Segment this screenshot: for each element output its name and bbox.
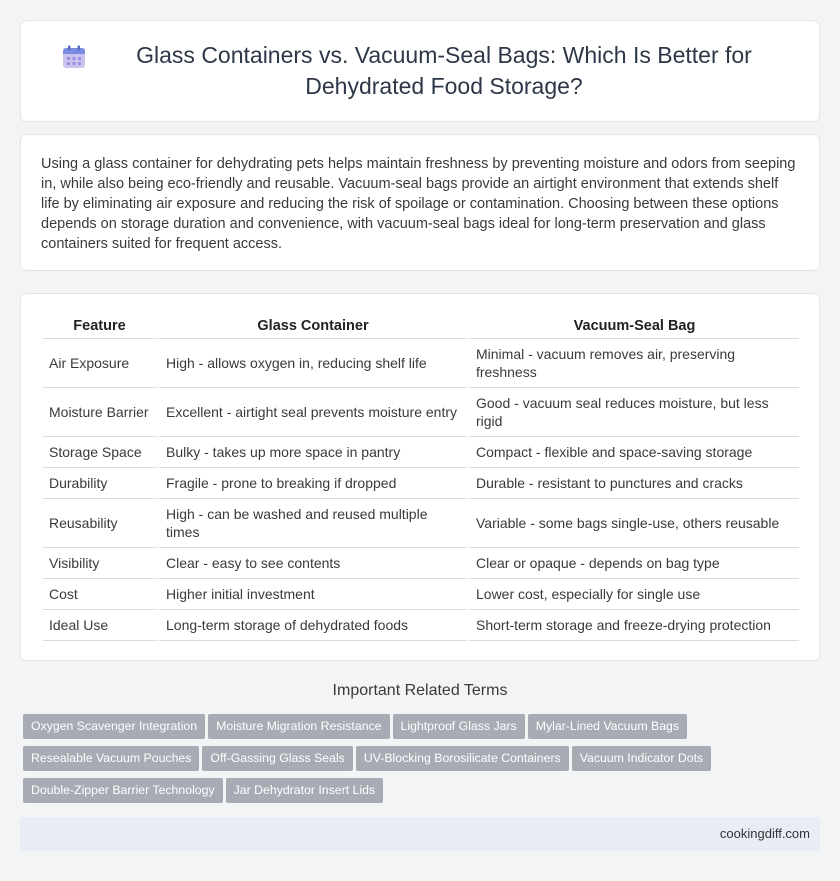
related-terms-title: Important Related Terms	[332, 682, 508, 699]
related-term-tag[interactable]: Mylar-Lined Vacuum Bags	[528, 714, 687, 739]
glass-cell: Fragile - prone to breaking if dropped	[156, 468, 466, 499]
feature-cell: Air Exposure	[43, 339, 156, 388]
glass-cell: Higher initial investment	[156, 579, 466, 610]
vacuum-cell: Good - vacuum seal reduces moisture, but less rigid	[466, 388, 799, 437]
glass-cell: Long-term storage of dehydrated foods	[156, 610, 466, 641]
calendar-icon	[61, 44, 87, 70]
related-term-tag[interactable]: Lightproof Glass Jars	[393, 714, 525, 739]
vacuum-cell: Compact - flexible and space-saving storage	[466, 437, 799, 468]
footer-site-link[interactable]: cookingdiff.com	[719, 826, 810, 841]
table-row	[43, 437, 799, 468]
glass-cell: Bulky - takes up more space in pantry	[156, 437, 466, 468]
comparison-card	[20, 293, 820, 661]
feature-cell: Cost	[43, 579, 156, 610]
table-row	[43, 468, 799, 499]
related-term-tag[interactable]: Off-Gassing Glass Seals	[202, 746, 352, 771]
table-header-row	[43, 314, 799, 339]
related-term-tag[interactable]: Moisture Migration Resistance	[208, 714, 389, 739]
header-feature: Feature	[43, 314, 156, 339]
table-row	[43, 610, 799, 641]
feature-cell: Moisture Barrier	[43, 388, 156, 437]
glass-cell: High - can be washed and reused multiple times	[156, 499, 466, 548]
related-term-tag[interactable]: Vacuum Indicator Dots	[572, 746, 711, 771]
title-wrap	[21, 40, 819, 102]
page-title: Glass Containers vs. Vacuum-Seal Bags: Which Is Better for Dehydrated Food Storage?	[136, 42, 752, 99]
glass-cell: Excellent - airtight seal prevents moisture entry	[156, 388, 466, 437]
table-row	[43, 388, 799, 437]
feature-cell: Visibility	[43, 548, 156, 579]
header-vacuum-seal-bag: Vacuum-Seal Bag	[466, 314, 799, 339]
table-row	[43, 339, 799, 388]
title-card	[20, 20, 820, 122]
related-terms-tags	[23, 714, 813, 810]
header-glass-container: Glass Container	[156, 314, 466, 339]
vacuum-cell: Lower cost, especially for single use	[466, 579, 799, 610]
table-row	[43, 548, 799, 579]
intro-paragraph: Using a glass container for dehydrating pets helps maintain freshness by preventing moisture and odors from seeping in, while also being eco-friendly and reusable. Vacuum-seal bags provide an airtight environment that extends shelf life by eliminating air exposure and reducing the risk of spoilage or contamination. Choosing between these options depends on storage duration and convenience, with vacuum-seal bags ideal for long-term preservation and glass containers suited for frequent access.	[41, 156, 796, 252]
related-term-tag[interactable]: Double-Zipper Barrier Technology	[23, 778, 223, 803]
vacuum-cell: Durable - resistant to punctures and cracks	[466, 468, 799, 499]
intro-card	[20, 134, 820, 271]
glass-cell: High - allows oxygen in, reducing shelf life	[156, 339, 466, 388]
feature-cell: Ideal Use	[43, 610, 156, 641]
feature-cell: Storage Space	[43, 437, 156, 468]
table-row	[43, 499, 799, 548]
related-term-tag[interactable]: UV-Blocking Borosilicate Containers	[356, 746, 569, 771]
vacuum-cell: Minimal - vacuum removes air, preserving freshness	[466, 339, 799, 388]
related-term-tag[interactable]: Resealable Vacuum Pouches	[23, 746, 199, 771]
glass-cell: Clear - easy to see contents	[156, 548, 466, 579]
footer	[20, 817, 820, 851]
vacuum-cell: Short-term storage and freeze-drying protection	[466, 610, 799, 641]
vacuum-cell: Variable - some bags single-use, others reusable	[466, 499, 799, 548]
related-term-tag[interactable]: Oxygen Scavenger Integration	[23, 714, 205, 739]
feature-cell: Reusability	[43, 499, 156, 548]
related-term-tag[interactable]: Jar Dehydrator Insert Lids	[226, 778, 383, 803]
comparison-table	[43, 314, 799, 641]
vacuum-cell: Clear or opaque - depends on bag type	[466, 548, 799, 579]
feature-cell: Durability	[43, 468, 156, 499]
table-row	[43, 579, 799, 610]
